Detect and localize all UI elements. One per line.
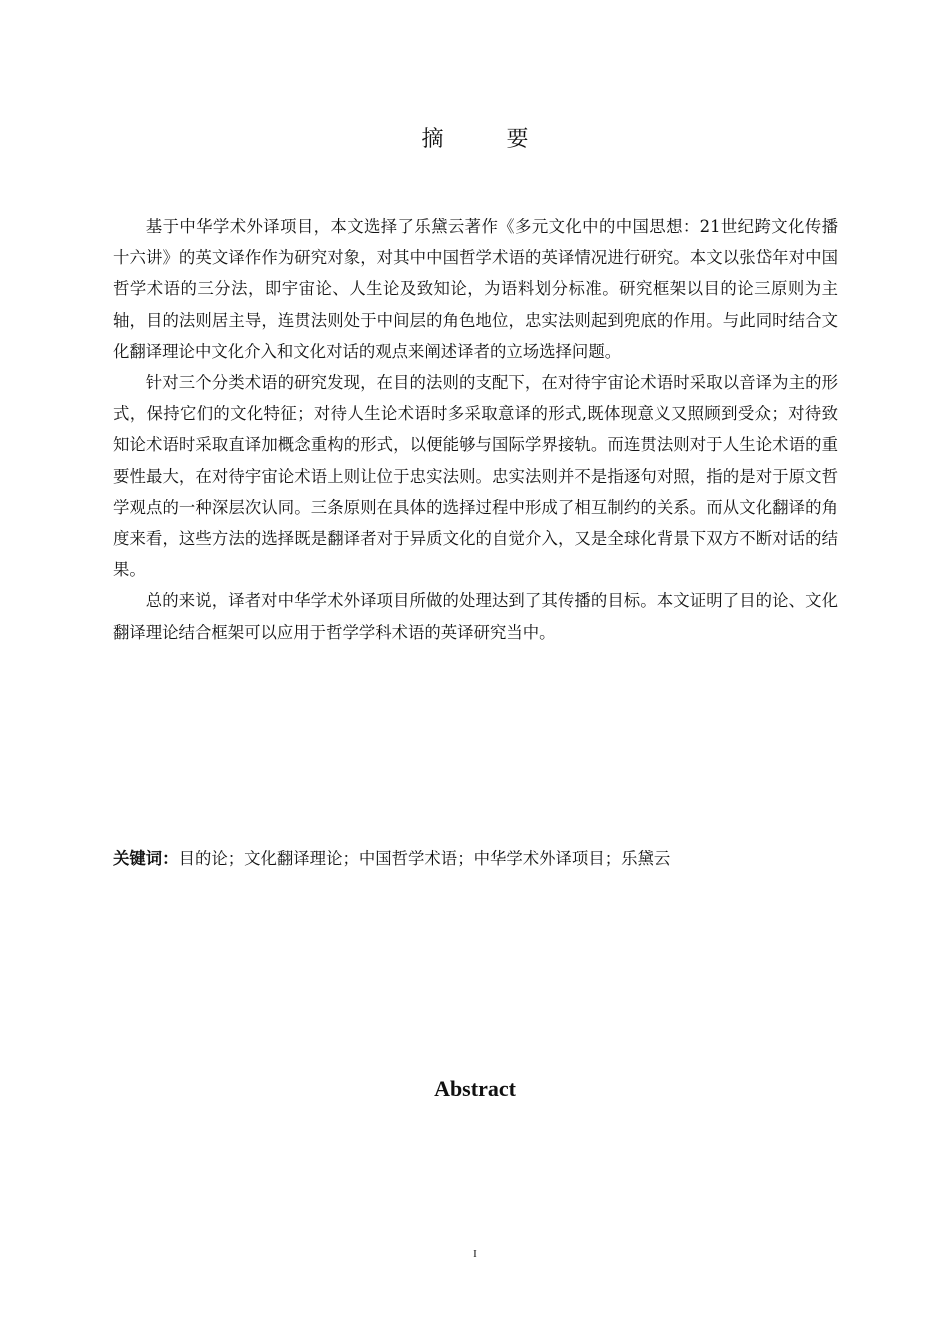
keywords-line — [113, 843, 853, 874]
abstract-body — [113, 211, 838, 648]
keywords-text: 目的论；文化翻译理论；中国哲学术语；中华学术外译项目；乐黛云 — [178, 849, 671, 868]
abstract-paragraph-1: 基于中华学术外译项目，本文选择了乐黛云著作《多元文化中的中国思想：21世纪跨文化传播十六讲》的英文译作作为研究对象，对其中中国哲学术语的英译情况进行研究。本文以张岱年对中国哲学术语的三分法，即宇宙论、人生论及致知论，为语料划分标准。研究框架以目的论三原则为主轴，目的法则居主导，连贯法则处于中间层的角色地位，忠实法则起到兜底的作用。与此同时结合文化翻译理论中文化介入和文化对话的观点来阐述译者的立场选择问题。 — [113, 217, 838, 361]
page-number: I — [473, 1248, 477, 1260]
abstract-paragraph-2: 针对三个分类术语的研究发现，在目的法则的支配下，在对待宇宙论术语时采取以音译为主的形式，保持它们的文化特征；对待人生论术语时多采取意译的形式,既体现意义又照顾到受众；对待致知论术语时采取直译加概念重构的形式，以便能够与国际学界接轨。而连贯法则对于人生论术语的重要性最大，在对待宇宙论术语上则让位于忠实法则。忠实法则并不是指逐句对照，指的是对于原文哲学观点的一种深层次认同。三条原则在具体的选择过程中形成了相互制约的关系。而从文化翻译的角度来看，这些方法的选择既是翻译者对于异质文化的自觉介入，又是全球化背景下双方不断对话的结果。 — [113, 373, 838, 580]
keywords-label: 关键词： — [113, 849, 179, 868]
chinese-abstract-title: 摘 要 — [421, 127, 557, 152]
english-abstract-title: Abstract — [434, 1076, 516, 1101]
abstract-paragraph-3: 总的来说，译者对中华学术外译项目所做的处理达到了其传播的目标。本文证明了目的论、文化翻译理论结合框架可以应用于哲学学科术语的英译研究当中。 — [113, 591, 838, 642]
